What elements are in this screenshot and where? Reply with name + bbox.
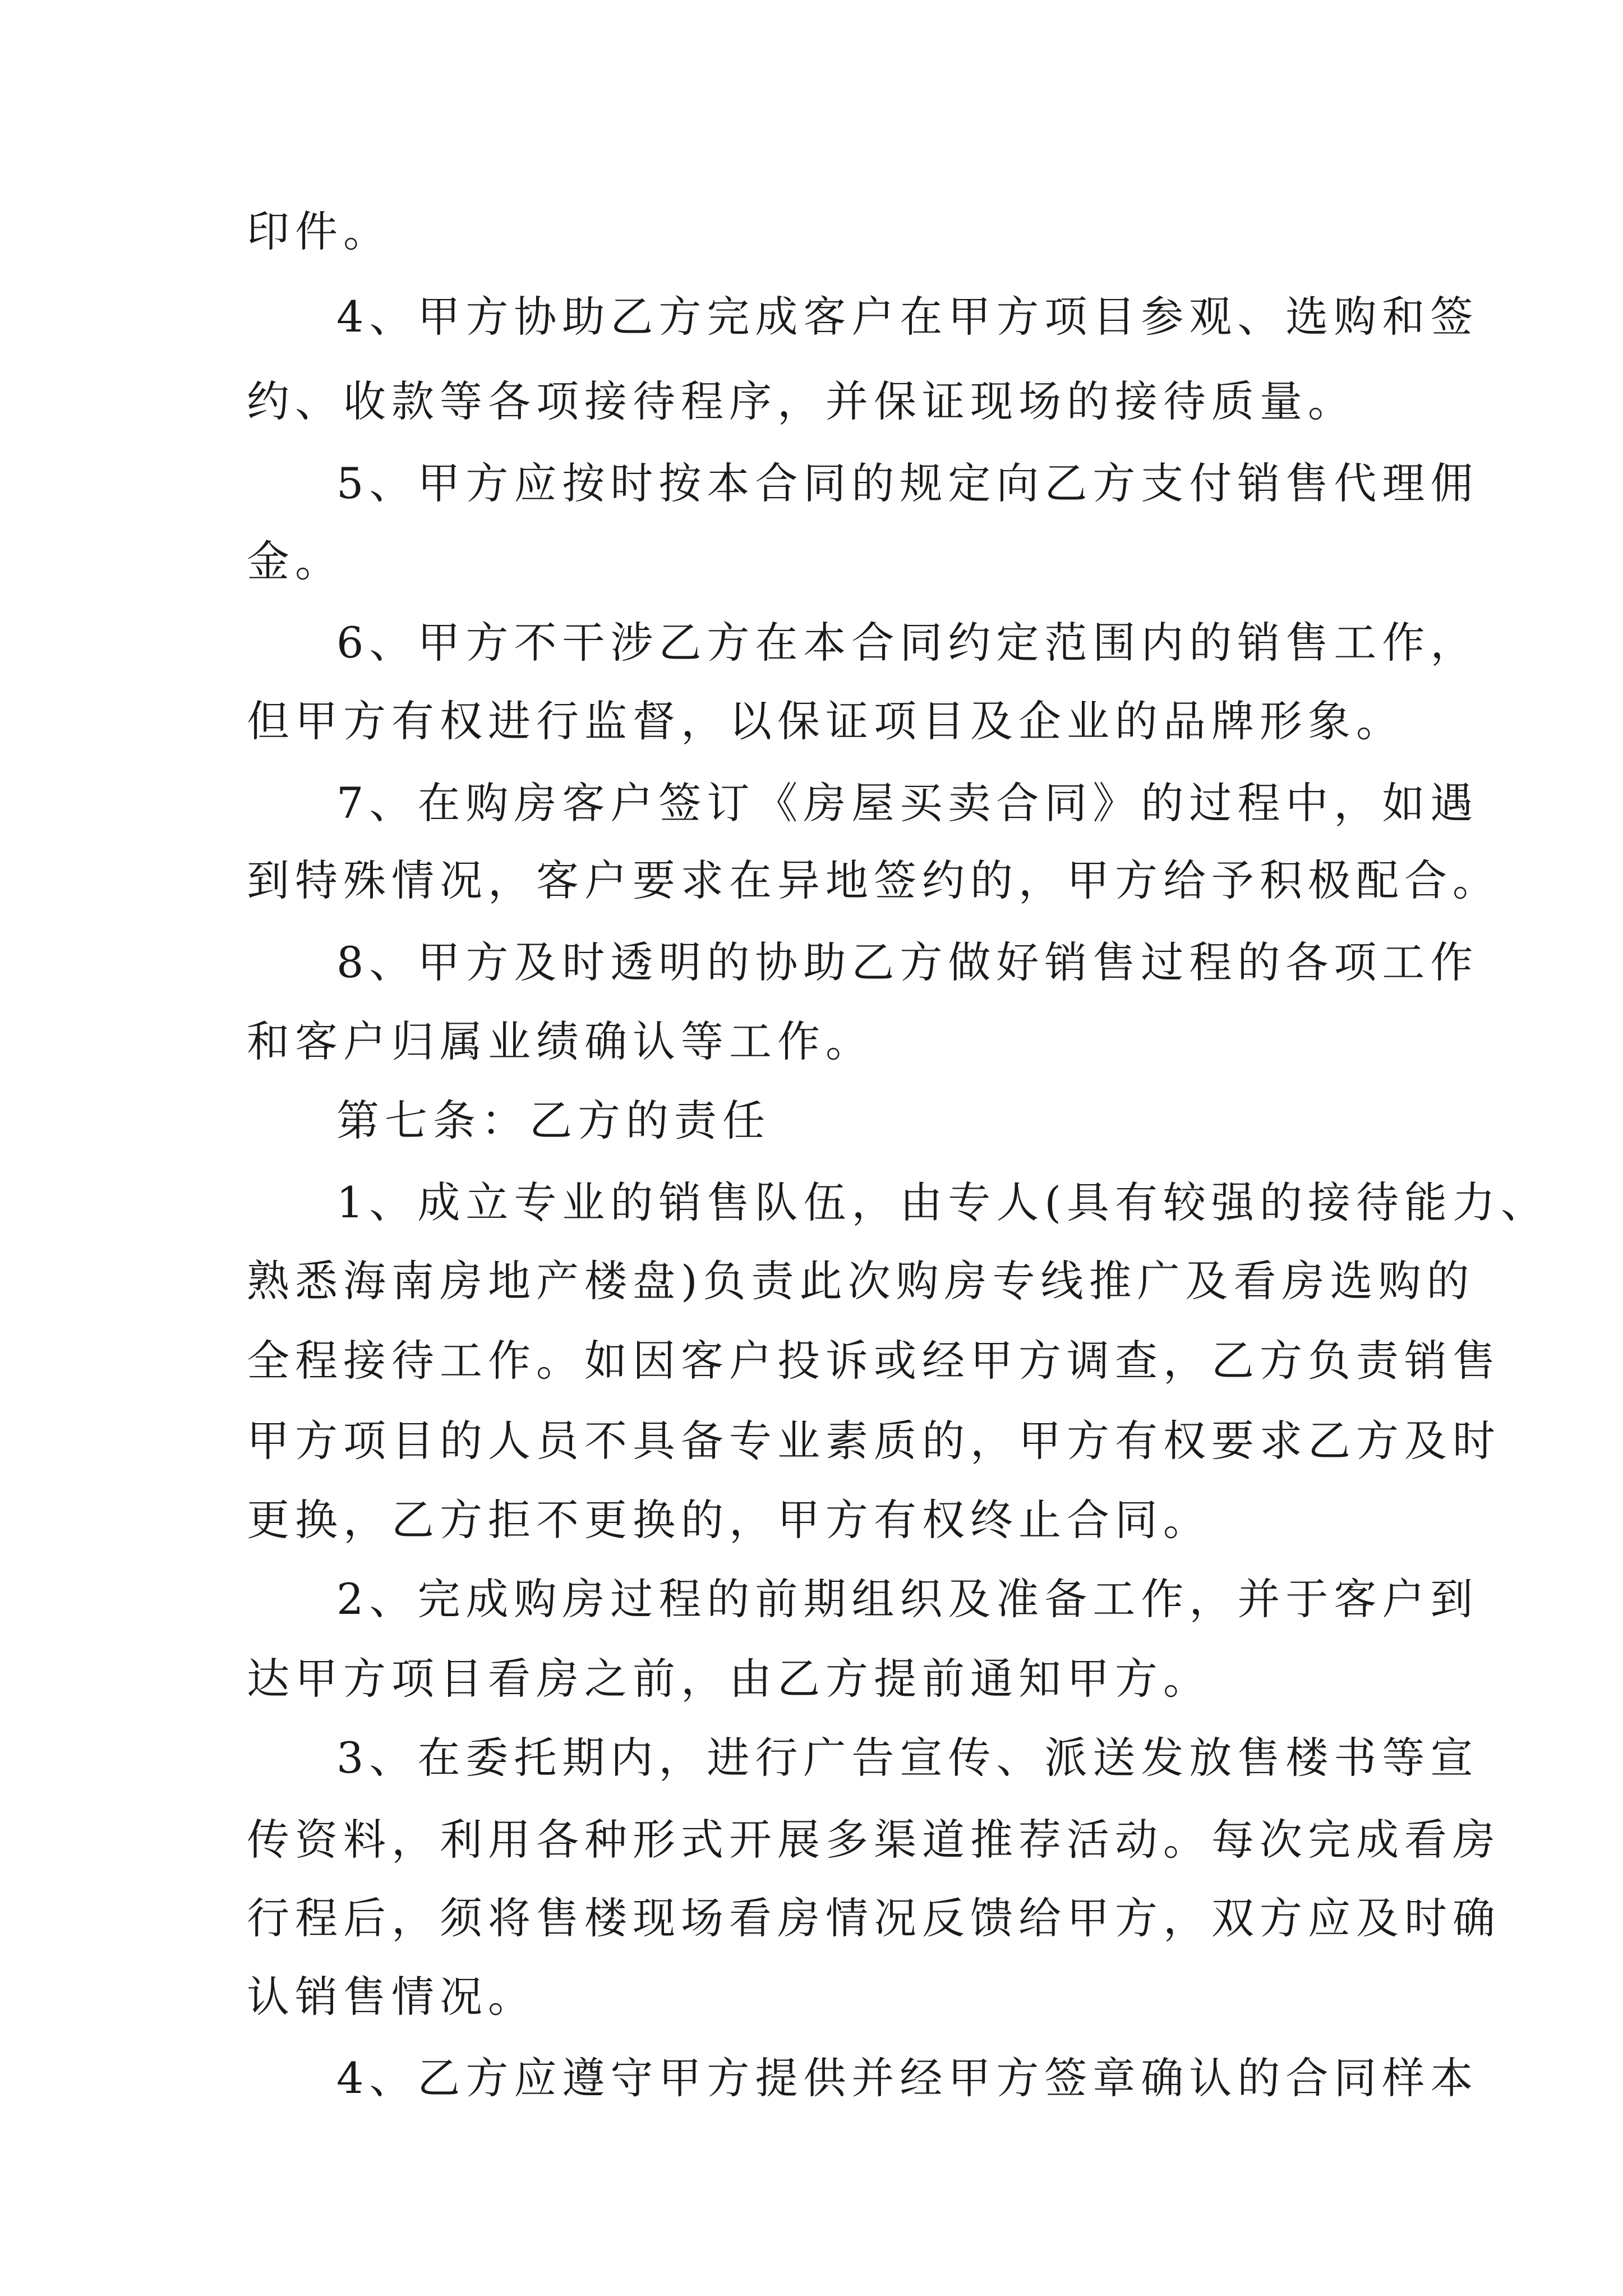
text-line: 更换，乙方拒不更换的，甲方有权终止合同。 (247, 1495, 1211, 1545)
text-line: 达甲方项目看房之前，由乙方提前通知甲方。 (247, 1654, 1211, 1704)
text-line: 8、甲方及时透明的协助乙方做好销售过程的各项工作 (336, 937, 1479, 987)
section-heading: 第七条：乙方的责任 (336, 1096, 771, 1145)
text-line: 金。 (247, 536, 343, 586)
text-line: 3、在委托期内，进行广告宣传、派送发放售楼书等宣 (336, 1733, 1479, 1783)
text-line: 到特殊情况，客户要求在异地签约的，甲方给予积极配合。 (247, 855, 1501, 905)
text-line: 认销售情况。 (247, 1972, 536, 2022)
text-line: 行程后，须将售楼现场看房情况反馈给甲方，双方应及时确 (247, 1893, 1501, 1943)
text-line: 印件。 (247, 206, 391, 256)
text-line: 1、成立专业的销售队伍，由专人(具有较强的接待能力、 (336, 1177, 1550, 1227)
text-line: 4、乙方应遵守甲方提供并经甲方签章确认的合同样本 (336, 2053, 1479, 2103)
text-line: 6、甲方不干涉乙方在本合同约定范围内的销售工作， (336, 618, 1479, 668)
text-line: 熟悉海南房地产楼盘)负责此次购房专线推广及看房选购的 (247, 1256, 1475, 1306)
text-line: 5、甲方应按时按本合同的规定向乙方支付销售代理佣 (336, 458, 1479, 508)
text-line: 4、甲方协助乙方完成客户在甲方项目参观、选购和签 (336, 292, 1479, 342)
text-line: 传资料，利用各种形式开展多渠道推荐活动。每次完成看房 (247, 1815, 1501, 1865)
text-line: 2、完成购房过程的前期组织及准备工作，并于客户到 (336, 1574, 1479, 1624)
text-line: 全程接待工作。如因客户投诉或经甲方调查，乙方负责销售 (247, 1336, 1501, 1386)
text-line: 和客户归属业绩确认等工作。 (247, 1016, 874, 1066)
text-line: 约、收款等各项接待程序，并保证现场的接待质量。 (247, 376, 1356, 426)
text-line: 7、在购房客户签订《房屋买卖合同》的过程中，如遇 (336, 778, 1479, 828)
text-line: 但甲方有权进行监督，以保证项目及企业的品牌形象。 (247, 696, 1404, 746)
text-line: 甲方项目的人员不具备专业素质的，甲方有权要求乙方及时 (247, 1416, 1501, 1466)
